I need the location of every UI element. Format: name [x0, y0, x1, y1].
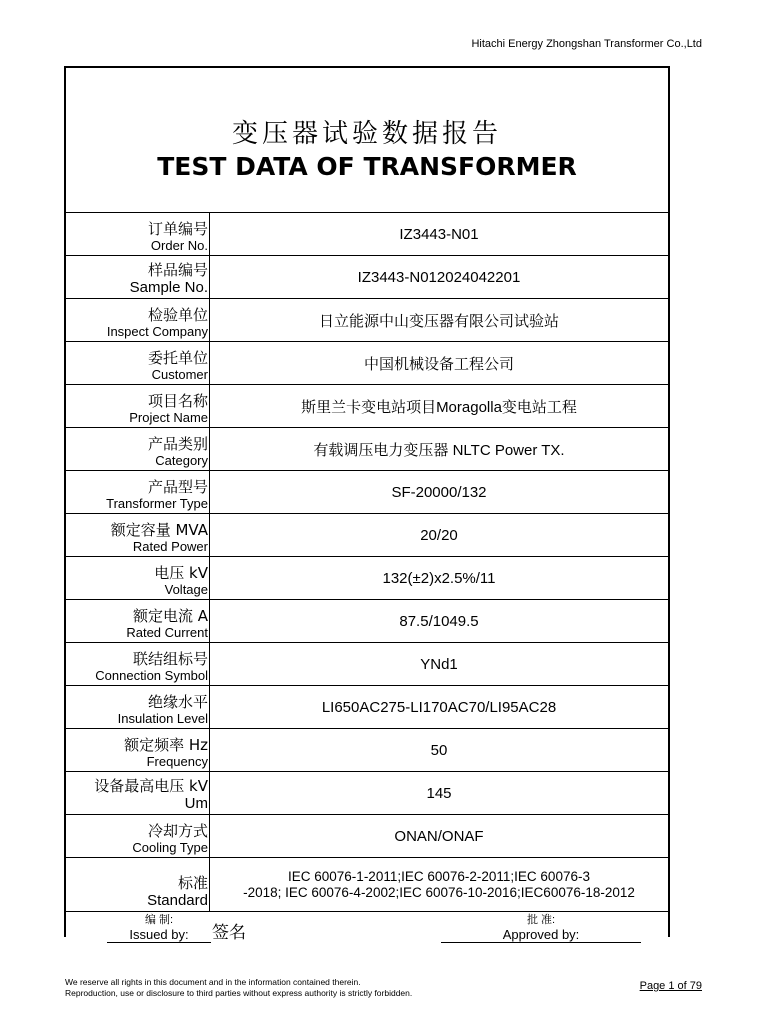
- company-name: Hitachi Energy Zhongshan Transformer Co.,Ltd: [471, 38, 702, 50]
- title-english: TEST DATA OF TRANSFORMER: [157, 152, 577, 181]
- signature-row: [66, 912, 668, 944]
- label-chinese: 额定电流 A: [132, 607, 208, 625]
- label-english: Project Name: [129, 410, 208, 425]
- approved-by: [441, 914, 641, 943]
- table-row: [66, 600, 668, 643]
- table-row: [66, 514, 668, 557]
- table-row: [66, 342, 668, 385]
- label-chinese: 标准: [177, 874, 208, 892]
- row-value: 87.5/1049.5: [399, 612, 479, 630]
- row-value: 145: [426, 784, 452, 802]
- row-value: [210, 858, 668, 911]
- disclaimer-line-2: Reproduction, use or disclosure to third parties without express authority is strictly forbidden.: [65, 988, 413, 998]
- row-label: [66, 385, 210, 427]
- label-chinese: 额定频率 Hz: [124, 736, 208, 754]
- row-value: LI650AC275-LI170AC70/LI95AC28: [321, 698, 557, 716]
- row-label: [66, 299, 210, 341]
- label-chinese: 检验单位: [147, 306, 208, 324]
- label-english: Voltage: [164, 582, 208, 597]
- label-english: Cooling Type: [132, 840, 208, 855]
- row-label: [66, 815, 210, 857]
- label-english: Inspect Company: [106, 324, 208, 339]
- row-value: 132(±2)x2.5%/11: [382, 569, 496, 587]
- issued-by-en: Issued by:: [129, 927, 189, 942]
- label-english: Frequency: [146, 754, 208, 769]
- approved-by-cn: 批 准:: [526, 914, 556, 926]
- report-frame: [64, 66, 670, 943]
- row-label: [66, 342, 210, 384]
- label-chinese: 设备最高电压 kV: [94, 777, 208, 795]
- label-english: Order No.: [150, 238, 208, 253]
- label-english: Um: [184, 795, 208, 812]
- table-row: [66, 385, 668, 428]
- label-english: Customer: [151, 367, 208, 382]
- row-label: [66, 428, 210, 470]
- row-value: IZ3443-N01: [399, 225, 479, 243]
- table-row: [66, 643, 668, 686]
- row-value: IZ3443-N012024042201: [357, 268, 521, 286]
- table-row: [66, 557, 668, 600]
- label-english: Category: [155, 453, 208, 468]
- issuer-signature: 签名: [212, 923, 246, 943]
- table-row: [66, 686, 668, 729]
- label-chinese: 委托单位: [147, 349, 208, 367]
- issued-by-cn: 编 制:: [144, 914, 174, 926]
- label-chinese: 冷却方式: [147, 822, 208, 840]
- approved-by-en: Approved by:: [502, 927, 580, 942]
- row-value: 有载调压电力变压器 NLTC Power TX.: [313, 441, 565, 459]
- label-chinese: 产品类别: [147, 435, 208, 453]
- row-value: 日立能源中山变压器有限公司试验站: [318, 312, 559, 330]
- row-value: 斯里兰卡变电站项目Moragolla变电站工程: [301, 398, 577, 416]
- row-value: 50: [430, 741, 448, 759]
- row-label: [66, 213, 210, 255]
- row-value: SF-20000/132: [391, 483, 487, 501]
- label-english: Standard: [147, 892, 208, 909]
- table-row-standard: [66, 858, 668, 912]
- standard-line-1: IEC 60076-1-2011;IEC 60076-2-2011;IEC 60076-3: [288, 868, 590, 884]
- page-number[interactable]: Page 1 of 79: [639, 980, 702, 992]
- row-label: [66, 686, 210, 728]
- row-value: 20/20: [420, 526, 458, 544]
- table-row: [66, 729, 668, 772]
- label-chinese: 产品型号: [147, 478, 208, 496]
- data-table: [66, 213, 668, 858]
- row-label: [66, 772, 210, 814]
- table-row: [66, 815, 668, 858]
- row-value: ONAN/ONAF: [394, 827, 484, 845]
- table-row: [66, 299, 668, 342]
- row-label: [66, 729, 210, 771]
- table-row: [66, 256, 668, 299]
- label-chinese: 电压 kV: [154, 564, 208, 582]
- row-label: [66, 256, 210, 298]
- label-chinese: 样品编号: [147, 261, 208, 279]
- row-label: [66, 471, 210, 513]
- title-chinese: 变压器试验数据报告: [231, 119, 502, 149]
- label-chinese: 额定容量 MVA: [110, 521, 208, 539]
- row-label: [66, 514, 210, 556]
- label-english: Rated Power: [132, 539, 208, 554]
- disclaimer-line-1: We reserve all rights in this document and in the information contained therein.: [65, 977, 361, 987]
- row-label: [66, 600, 210, 642]
- table-row: [66, 213, 668, 256]
- title-block: [66, 68, 668, 213]
- label-chinese: 绝缘水平: [147, 693, 208, 711]
- footer-disclaimer: [65, 977, 412, 999]
- table-row: [66, 772, 668, 815]
- row-label: [66, 643, 210, 685]
- row-value: YNd1: [420, 655, 458, 673]
- label-english: Sample No.: [129, 279, 208, 296]
- table-row: [66, 471, 668, 514]
- label-chinese: 项目名称: [147, 392, 208, 410]
- row-label: [66, 557, 210, 599]
- table-row: [66, 428, 668, 471]
- label-english: Rated Current: [126, 625, 208, 640]
- label-english: Connection Symbol: [95, 668, 208, 683]
- row-label: [66, 858, 210, 911]
- issued-by: [107, 914, 211, 943]
- row-value: 中国机械设备工程公司: [363, 355, 514, 373]
- label-chinese: 联结组标号: [132, 650, 208, 668]
- standard-line-2: -2018; IEC 60076-4-2002;IEC 60076-10-2016;IEC60076-18-2012: [243, 884, 635, 900]
- label-english: Transformer Type: [106, 496, 208, 511]
- label-english: Insulation Level: [117, 711, 208, 726]
- label-chinese: 订单编号: [147, 220, 208, 238]
